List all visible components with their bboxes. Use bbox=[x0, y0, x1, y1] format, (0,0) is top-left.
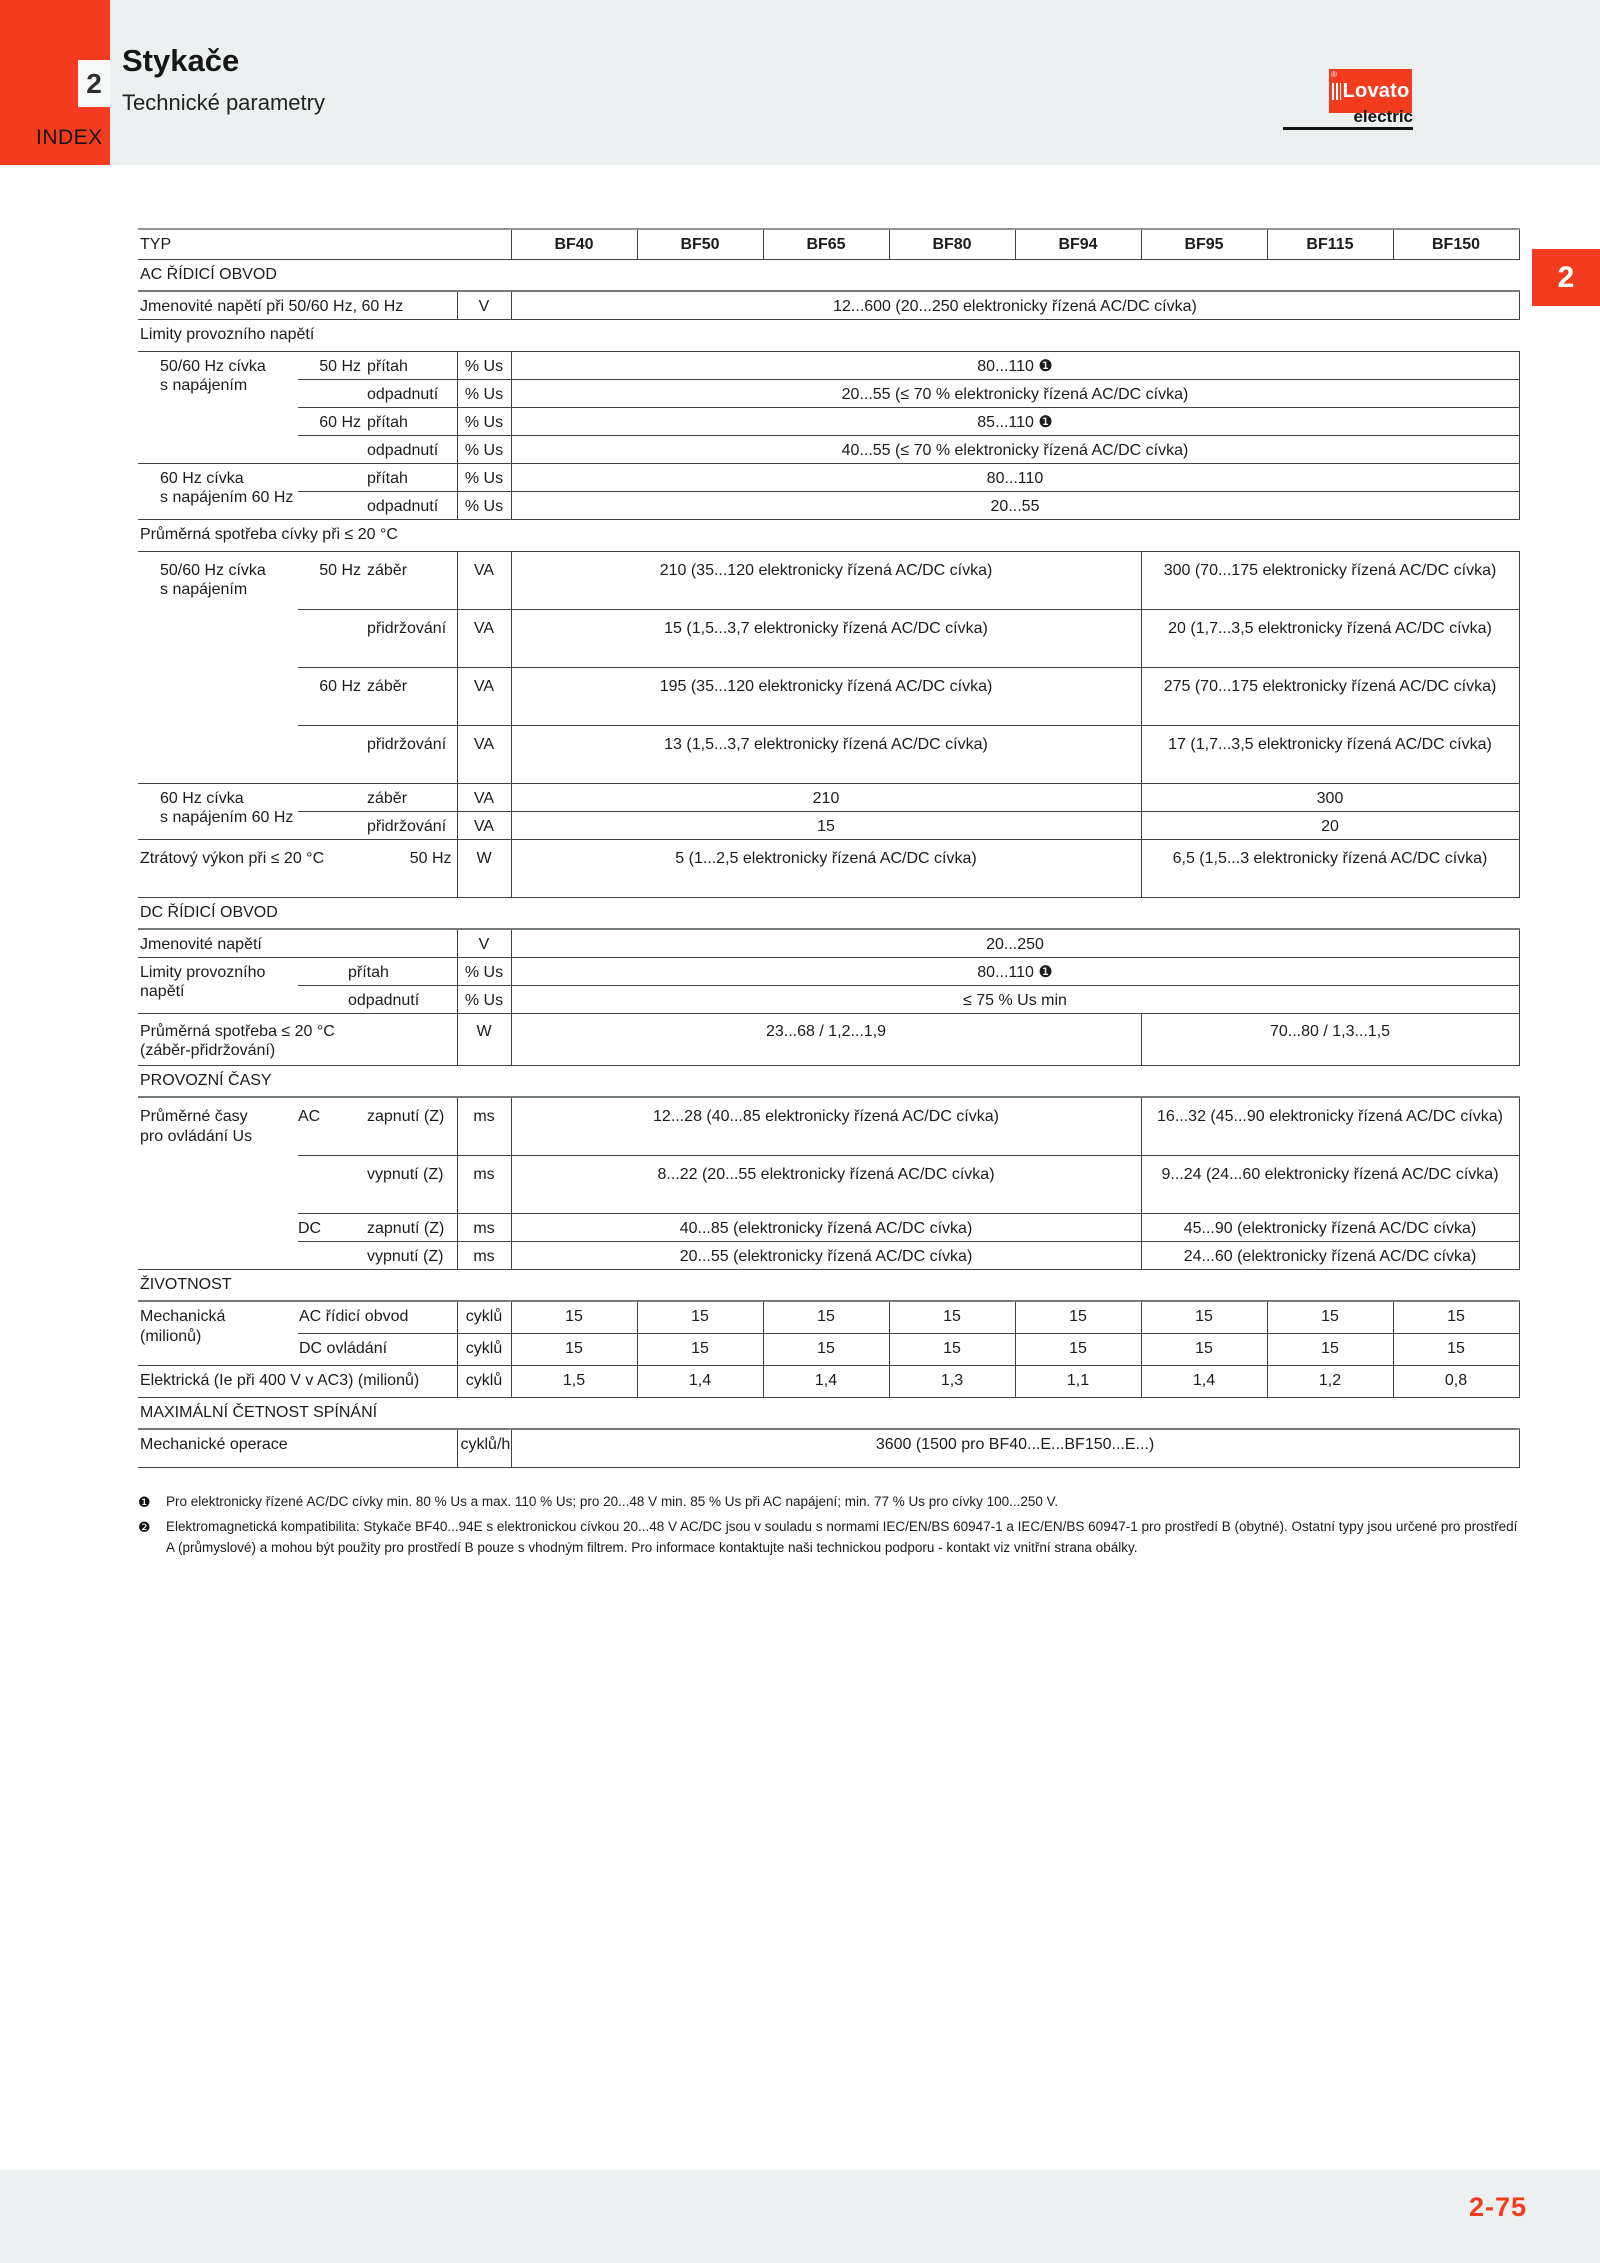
registered-mark-icon: ® bbox=[1331, 70, 1337, 79]
cell: Průměrná spotřeba ≤ 20 °C (záběr-přidržování) bbox=[138, 1013, 457, 1065]
cell bbox=[298, 811, 366, 839]
cell: 40...55 (≤ 70 % elektronicky řízená AC/DC cívka) bbox=[511, 435, 1519, 463]
section-max-switching-rate bbox=[138, 1397, 1519, 1429]
cell: 20...55 bbox=[511, 491, 1519, 519]
cell: 210 (35...120 elektronicky řízená AC/DC cívka) bbox=[511, 551, 1141, 609]
cell: 15 bbox=[1015, 1333, 1141, 1365]
column-header-model: BF40 bbox=[511, 229, 637, 259]
cell bbox=[298, 463, 366, 491]
cell: zapnutí (Z) bbox=[366, 1213, 457, 1241]
cell: 15 bbox=[637, 1333, 763, 1365]
cell: 15 bbox=[1393, 1301, 1519, 1333]
cell: 5 (1...2,5 elektronicky řízená AC/DC cívka) bbox=[511, 839, 1141, 897]
cell: 1,5 bbox=[511, 1365, 637, 1397]
row-rated-voltage-dc bbox=[138, 929, 1519, 957]
cell: 300 bbox=[1141, 783, 1519, 811]
cell: % Us bbox=[457, 491, 511, 519]
row-dc-consumption bbox=[138, 1013, 1519, 1065]
logo-stripes-icon bbox=[1332, 83, 1341, 100]
footnotes bbox=[138, 1492, 1519, 1560]
page-subtitle: Technické parametry bbox=[122, 90, 325, 116]
column-header-typ: TYP bbox=[138, 229, 511, 259]
cell: 45...90 (elektronicky řízená AC/DC cívka) bbox=[1141, 1213, 1519, 1241]
cell: 80...110 ❶ bbox=[511, 351, 1519, 379]
section-operating-times bbox=[138, 1065, 1519, 1097]
cell: ŽIVOTNOST bbox=[138, 1269, 1519, 1301]
cell: cyklů/h bbox=[457, 1429, 511, 1467]
column-header-model: BF50 bbox=[637, 229, 763, 259]
cell: 85...110 ❶ bbox=[511, 407, 1519, 435]
row-cons-60coil-holding bbox=[138, 811, 1519, 839]
cell: V bbox=[457, 929, 511, 957]
cell: 60 Hz cívka s napájením 60 Hz bbox=[138, 783, 298, 839]
cell: Průměrné časy pro ovládání Us bbox=[138, 1097, 298, 1269]
page-number: 2-75 bbox=[1468, 2192, 1527, 2222]
cell: cyklů bbox=[457, 1333, 511, 1365]
cell: 20 bbox=[1141, 811, 1519, 839]
cell bbox=[298, 1241, 366, 1269]
column-header-model: BF150 bbox=[1393, 229, 1519, 259]
cell: 40...85 (elektronicky řízená AC/DC cívka) bbox=[511, 1213, 1141, 1241]
cell: 16...32 (45...90 elektronicky řízená AC/DC cívka) bbox=[1141, 1097, 1519, 1155]
cell: 13 (1,5...3,7 elektronicky řízená AC/DC cívka) bbox=[511, 725, 1141, 783]
cell: Jmenovité napětí při 50/60 Hz, 60 Hz bbox=[138, 291, 457, 319]
row-power-dissipation bbox=[138, 839, 1519, 897]
cell: Limity provozního napětí bbox=[138, 319, 1519, 351]
cell: W bbox=[457, 839, 511, 897]
cell: odpadnutí bbox=[366, 379, 457, 407]
cell: 80...110 ❶ bbox=[511, 957, 1519, 985]
cell: 275 (70...175 elektronicky řízená AC/DC cívka) bbox=[1141, 667, 1519, 725]
row-60-pickup bbox=[138, 407, 1519, 435]
cell: Mechanická (milionů) bbox=[138, 1301, 298, 1365]
cell: DC bbox=[298, 1213, 366, 1241]
cell bbox=[298, 491, 366, 519]
column-header-model: BF95 bbox=[1141, 229, 1267, 259]
cell: 50/60 Hz cívka s napájením bbox=[138, 351, 298, 463]
footnote-1-symbol-icon: ❶ bbox=[138, 1493, 151, 1510]
row-times-ac-on bbox=[138, 1097, 1519, 1155]
cell: VA bbox=[457, 783, 511, 811]
cell: MAXIMÁLNÍ ČETNOST SPÍNÁNÍ bbox=[138, 1397, 1519, 1429]
row-5060-pickup bbox=[138, 351, 1519, 379]
row-times-ac-off bbox=[138, 1155, 1519, 1213]
cell: W bbox=[457, 1013, 511, 1065]
footnote-2-symbol-icon: ❷ bbox=[138, 1519, 151, 1536]
cell: 1,4 bbox=[637, 1365, 763, 1397]
cell bbox=[298, 725, 366, 783]
cell: Elektrická (Ie při 400 V v AC3) (milionů) bbox=[138, 1365, 457, 1397]
row-60coil-dropout bbox=[138, 491, 1519, 519]
cell bbox=[298, 435, 366, 463]
cell: ≤ 75 % Us min bbox=[511, 985, 1519, 1013]
cell bbox=[298, 609, 366, 667]
cell: 15 bbox=[511, 811, 1141, 839]
cell: zapnutí (Z) bbox=[366, 1097, 457, 1155]
cell: DC ovládání bbox=[298, 1333, 457, 1365]
cell: 1,2 bbox=[1267, 1365, 1393, 1397]
row-60-dropout bbox=[138, 435, 1519, 463]
cell: 15 bbox=[511, 1301, 637, 1333]
cell: 6,5 (1,5...3 elektronicky řízená AC/DC cívka) bbox=[1141, 839, 1519, 897]
cell: Průměrná spotřeba cívky při ≤ 20 °C bbox=[138, 519, 1519, 551]
cell bbox=[298, 1155, 366, 1213]
row-mech-life-ac bbox=[138, 1301, 1519, 1333]
cell: odpadnutí bbox=[298, 985, 457, 1013]
cell: 20 (1,7...3,5 elektronicky řízená AC/DC cívka) bbox=[1141, 609, 1519, 667]
section-ac-control-circuit bbox=[138, 259, 1519, 291]
group-operating-voltage-limits bbox=[138, 319, 1519, 351]
section-dc-control-circuit bbox=[138, 897, 1519, 929]
cell: 15 bbox=[763, 1301, 889, 1333]
cell: 1,1 bbox=[1015, 1365, 1141, 1397]
cell: V bbox=[457, 291, 511, 319]
cell: přidržování bbox=[366, 811, 457, 839]
cell: 15 bbox=[1141, 1333, 1267, 1365]
cell: 50 Hz bbox=[366, 839, 457, 897]
cell: 210 bbox=[511, 783, 1141, 811]
cell: 12...600 (20...250 elektronicky řízená AC/DC cívka) bbox=[511, 291, 1519, 319]
row-cons-50-holding bbox=[138, 609, 1519, 667]
cell: VA bbox=[457, 725, 511, 783]
cell: přítah bbox=[298, 957, 457, 985]
cell: záběr bbox=[366, 551, 457, 609]
cell: ms bbox=[457, 1097, 511, 1155]
cell: DC ŘÍDICÍ OBVOD bbox=[138, 897, 1519, 929]
row-dc-limits-pickup bbox=[138, 957, 1519, 985]
cell: % Us bbox=[457, 407, 511, 435]
cell: přítah bbox=[366, 351, 457, 379]
cell bbox=[298, 783, 366, 811]
cell: 3600 (1500 pro BF40...E...BF150...E...) bbox=[511, 1429, 1519, 1467]
cell: 20...250 bbox=[511, 929, 1519, 957]
cell: 195 (35...120 elektronicky řízená AC/DC cívka) bbox=[511, 667, 1141, 725]
cell: AC bbox=[298, 1097, 366, 1155]
cell: odpadnutí bbox=[366, 435, 457, 463]
chapter-number: 2 bbox=[86, 67, 102, 99]
title-block bbox=[122, 44, 325, 116]
cell: přidržování bbox=[366, 609, 457, 667]
cell: % Us bbox=[457, 463, 511, 491]
page-title: Stykače bbox=[122, 43, 240, 78]
column-header-model: BF65 bbox=[763, 229, 889, 259]
cell: vypnutí (Z) bbox=[366, 1155, 457, 1213]
cell: cyklů bbox=[457, 1365, 511, 1397]
cell: 70...80 / 1,3...1,5 bbox=[1141, 1013, 1519, 1065]
cell: AC ŘÍDICÍ OBVOD bbox=[138, 259, 1519, 291]
cell: AC řídicí obvod bbox=[298, 1301, 457, 1333]
column-header-model: BF94 bbox=[1015, 229, 1141, 259]
cell: 24...60 (elektronicky řízená AC/DC cívka) bbox=[1141, 1241, 1519, 1269]
row-times-dc-on bbox=[138, 1213, 1519, 1241]
row-60coil-pickup bbox=[138, 463, 1519, 491]
cell: 15 bbox=[763, 1333, 889, 1365]
cell: PROVOZNÍ ČASY bbox=[138, 1065, 1519, 1097]
cell: 15 bbox=[1267, 1333, 1393, 1365]
cell: přidržování bbox=[366, 725, 457, 783]
footnote-1-text: Pro elektronicky řízené AC/DC cívky min. 80 % Us a max. 110 % Us; pro 20...48 V min. 85 % Us při AC napájení; min. 77 % Us pro cívky 100...250 V. bbox=[166, 1493, 1059, 1509]
cell: 0,8 bbox=[1393, 1365, 1519, 1397]
logo-electric-text: electric bbox=[1283, 106, 1413, 130]
row-electrical-life bbox=[138, 1365, 1519, 1397]
side-tab-chapter[interactable]: 2 bbox=[1532, 249, 1600, 306]
cell: vypnutí (Z) bbox=[366, 1241, 457, 1269]
cell: 12...28 (40...85 elektronicky řízená AC/DC cívka) bbox=[511, 1097, 1141, 1155]
row-cons-60-inrush bbox=[138, 667, 1519, 725]
cell: 20...55 (elektronicky řízená AC/DC cívka) bbox=[511, 1241, 1141, 1269]
cell: 50 Hz bbox=[298, 551, 366, 609]
cell: ms bbox=[457, 1241, 511, 1269]
cell: záběr bbox=[366, 783, 457, 811]
row-cons-60-holding bbox=[138, 725, 1519, 783]
cell: VA bbox=[457, 609, 511, 667]
row-dc-limits-dropout bbox=[138, 985, 1519, 1013]
section-lifetime bbox=[138, 1269, 1519, 1301]
footer-band bbox=[0, 2170, 1600, 2263]
cell: 17 (1,7...3,5 elektronicky řízená AC/DC cívka) bbox=[1141, 725, 1519, 783]
cell: 20...55 (≤ 70 % elektronicky řízená AC/DC cívka) bbox=[511, 379, 1519, 407]
cell: 15 bbox=[637, 1301, 763, 1333]
row-cons-60coil-inrush bbox=[138, 783, 1519, 811]
cell bbox=[298, 379, 366, 407]
cell: 9...24 (24...60 elektronicky řízená AC/DC cívka) bbox=[1141, 1155, 1519, 1213]
logo-brand-text: Lovato bbox=[1342, 79, 1410, 102]
cell: % Us bbox=[457, 435, 511, 463]
row-5060-dropout bbox=[138, 379, 1519, 407]
cell: přítah bbox=[366, 407, 457, 435]
cell: 15 bbox=[1141, 1301, 1267, 1333]
cell: 15 bbox=[511, 1333, 637, 1365]
cell: % Us bbox=[457, 957, 511, 985]
cell: přítah bbox=[366, 463, 457, 491]
index-label[interactable]: INDEX bbox=[36, 126, 103, 149]
footnote-2 bbox=[138, 1517, 1519, 1559]
row-mechanical-operations bbox=[138, 1429, 1519, 1467]
cell: 15 bbox=[1393, 1333, 1519, 1365]
cell: VA bbox=[457, 551, 511, 609]
cell: Ztrátový výkon při ≤ 20 °C bbox=[138, 839, 366, 897]
main-content bbox=[138, 228, 1522, 1563]
cell: % Us bbox=[457, 379, 511, 407]
column-header-model: BF80 bbox=[889, 229, 1015, 259]
cell: cyklů bbox=[457, 1301, 511, 1333]
spec-table bbox=[138, 228, 1520, 1468]
group-coil-consumption bbox=[138, 519, 1519, 551]
cell: 23...68 / 1,2...1,9 bbox=[511, 1013, 1141, 1065]
chapter-index-box bbox=[0, 0, 110, 165]
row-times-dc-off bbox=[138, 1241, 1519, 1269]
cell: % Us bbox=[457, 985, 511, 1013]
cell: 15 (1,5...3,7 elektronicky řízená AC/DC cívka) bbox=[511, 609, 1141, 667]
cell: 1,3 bbox=[889, 1365, 1015, 1397]
cell: 300 (70...175 elektronicky řízená AC/DC cívka) bbox=[1141, 551, 1519, 609]
cell: 8...22 (20...55 elektronicky řízená AC/DC cívka) bbox=[511, 1155, 1141, 1213]
header-band bbox=[0, 0, 1600, 165]
cell: 60 Hz cívka s napájením 60 Hz bbox=[138, 463, 298, 519]
cell: ms bbox=[457, 1155, 511, 1213]
cell: 50/60 Hz cívka s napájením bbox=[138, 551, 298, 783]
footnote-1 bbox=[138, 1492, 1519, 1514]
cell: 1,4 bbox=[763, 1365, 889, 1397]
row-cons-50-inrush bbox=[138, 551, 1519, 609]
cell: % Us bbox=[457, 351, 511, 379]
cell: Mechanické operace bbox=[138, 1429, 457, 1467]
cell: 15 bbox=[889, 1301, 1015, 1333]
cell: 60 Hz bbox=[298, 407, 366, 435]
column-header-model: BF115 bbox=[1267, 229, 1393, 259]
cell: 80...110 bbox=[511, 463, 1519, 491]
cell: ms bbox=[457, 1213, 511, 1241]
cell: Jmenovité napětí bbox=[138, 929, 457, 957]
cell: 50 Hz bbox=[298, 351, 366, 379]
cell: Limity provozního napětí bbox=[138, 957, 298, 1013]
cell: odpadnutí bbox=[366, 491, 457, 519]
row-mech-life-dc bbox=[138, 1333, 1519, 1365]
chapter-number-box bbox=[78, 60, 110, 107]
cell: záběr bbox=[366, 667, 457, 725]
footnote-2-text: Elektromagnetická kompatibilita: Stykače BF40...94E s elektronickou cívkou 20...48 V AC/DC jsou v souladu s normami IEC/EN/BS 60947-1 a IEC/EN/BS 60947-1 pro prostředí B (obytné). Ostatní typy jsou určené pro prostředí A (průmyslové) a mohou být použity pro prostředí B pouze s vhodným filtrem. Pro informace kontaktujte naši technickou podporu - kontakt viz vnitřní strana obálky. bbox=[166, 1519, 1518, 1556]
cell: VA bbox=[457, 667, 511, 725]
cell: 15 bbox=[1015, 1301, 1141, 1333]
cell: 15 bbox=[889, 1333, 1015, 1365]
cell: VA bbox=[457, 811, 511, 839]
row-rated-voltage-ac bbox=[138, 291, 1519, 319]
cell: 60 Hz bbox=[298, 667, 366, 725]
cell: 15 bbox=[1267, 1301, 1393, 1333]
cell: 1,4 bbox=[1141, 1365, 1267, 1397]
table-header-row bbox=[138, 229, 1519, 259]
